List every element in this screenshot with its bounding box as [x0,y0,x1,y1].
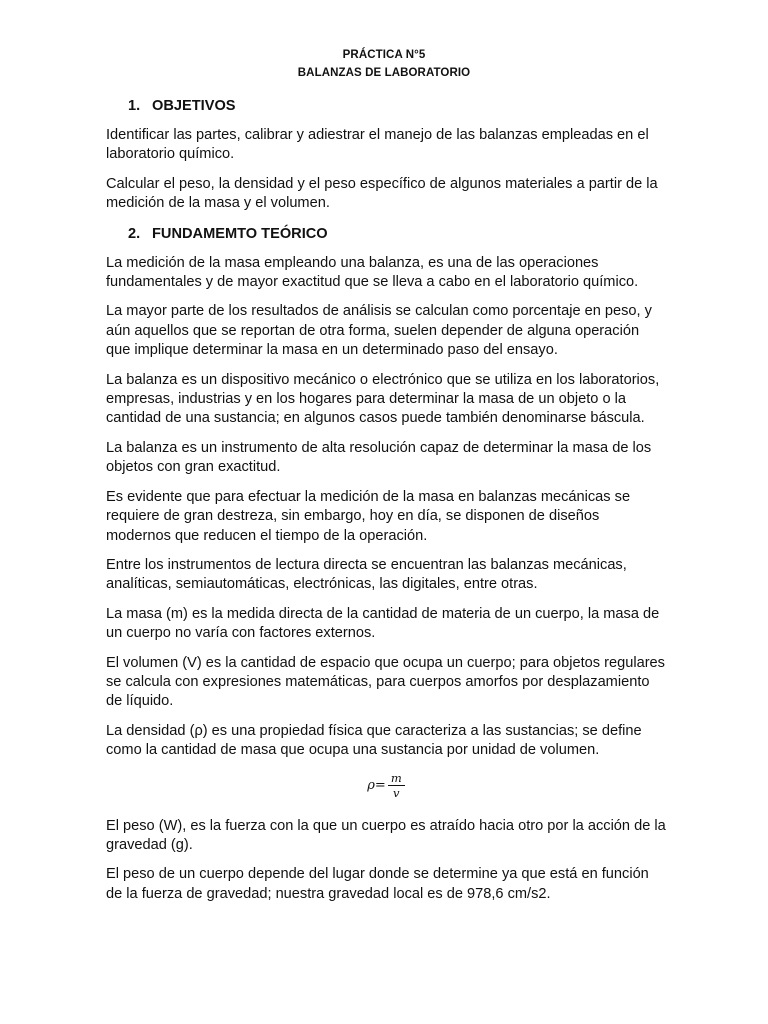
formula-numerator: m [388,771,405,786]
section-heading-fundamento [106,224,666,244]
paragraph: Identificar las partes, calibrar y adiestrar el manejo de las balanzas empleadas en el laboratorio químico. [106,127,649,163]
paragraph: Entre los instrumentos de lectura directa se encuentran las balanzas mecánicas, analíticas, semiautomáticas, electrónicas, las digitales, entre otras. [106,556,627,593]
section-title: OBJETIVOS [152,98,236,114]
paragraph: La densidad (ρ) es una propiedad física que caracteriza a las sustancias; se define como la cantidad de masa que ocupa una sustancia por unidad de volumen. [106,722,642,759]
paragraph: Es evidente que para efectuar la medición de la masa en balanzas mecánicas se requiere de gran destreza, sin embargo, hoy en día, se disponen de diseños modernos que reducen el tiempo de la operación. [106,488,631,544]
section-number: 1. [128,98,141,114]
practice-number: PRÁCTICA N°5 [342,49,426,61]
paragraph: La mayor parte de los resultados de análisis se calculan como porcentaje en peso, y aún aquellos que se reportan de otra forma, suelen depender de alguna operación que implique determinar la masa en un determinado paso del ensayo. [106,303,652,359]
paragraph: La masa (m) es la medida directa de la cantidad de materia de un cuerpo, la masa de un cuerpo no varía con factores externos. [106,605,660,642]
formula-fraction [388,771,405,800]
section-number: 2. [128,225,141,242]
paragraph: El volumen (V) es la cantidad de espacio que ocupa un cuerpo; para objetos regulares se calcula con expresiones matemáticas, para cuerpos amorfos por desplazamiento de líquido. [106,654,665,710]
density-formula [106,771,666,807]
paragraph: Calcular el peso, la densidad y el peso específico de algunos materiales a partir de la medición de la masa y el volumen. [106,175,658,212]
formula-expression [367,771,404,800]
document-body [106,96,666,914]
paragraph: El peso de un cuerpo depende del lugar donde se determine ya que está en función de la fuerza de gravedad; nuestra gravedad local es de 978,6 cm/s2. [106,866,649,902]
section-heading-objetivos [106,96,666,116]
paragraph: La balanza es un dispositivo mecánico o electrónico que se utiliza en los laboratorios, empresas, industrias y en los hogares para determinar la masa de un objeto o la cantidad de una sustancia; en algunos casos puede también denominarse báscula. [106,371,660,427]
section-title: FUNDAMEMTO TEÓRICO [152,225,328,242]
formula-denominator: v [393,785,400,800]
practice-title: BALANZAS DE LABORATORIO [297,67,471,79]
document-title [0,46,768,82]
paragraph: La medición de la masa empleando una balanza, es una de las operaciones fundamentales y de mayor exactitud que se lleva a cabo en el laboratorio químico. [106,254,639,291]
formula-lhs: ρ= [367,777,386,793]
paragraph: El peso (W), es la fuerza con la que un cuerpo es atraído hacia otro por la acción de la gravedad (g). [106,817,666,853]
paragraph: La balanza es un instrumento de alta resolución capaz de determinar la masa de los objetos con gran exactitud. [106,439,652,476]
